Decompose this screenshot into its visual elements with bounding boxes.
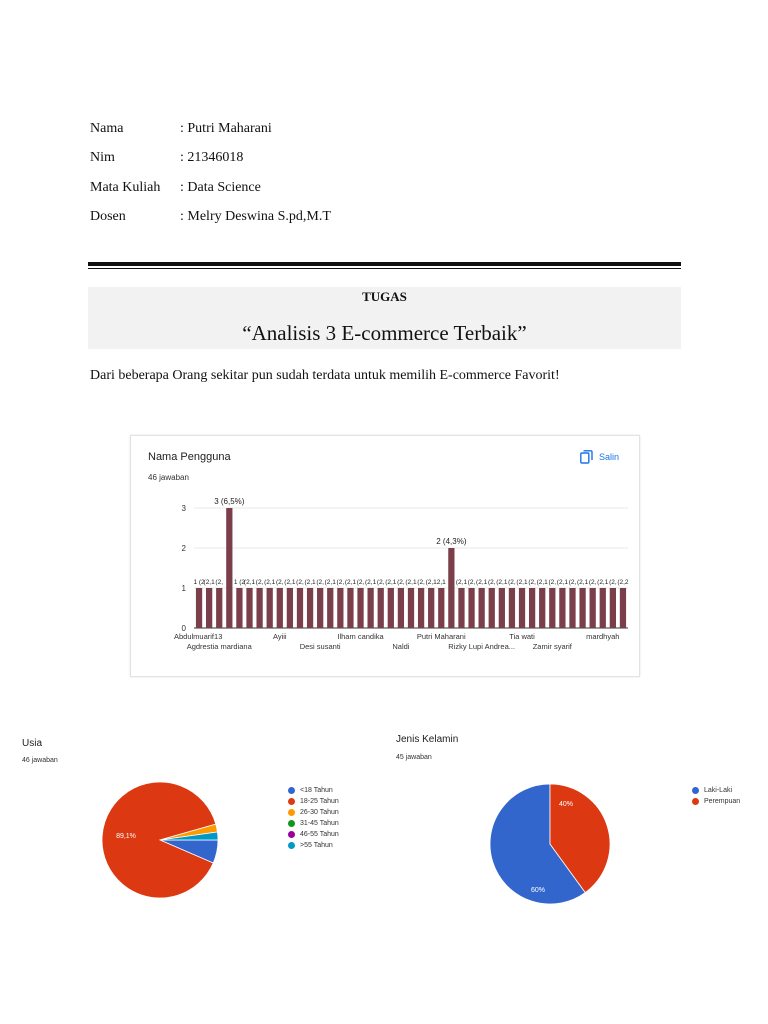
slice-label: 89,1%: [116, 833, 136, 840]
age-chart-title: Usia: [22, 738, 43, 749]
legend-label: >55 Tahun: [300, 842, 333, 849]
task-label: TUGAS: [362, 289, 407, 304]
data-label: 2,1: [436, 579, 446, 586]
slice-label: 60%: [530, 887, 546, 894]
bar: [600, 588, 606, 628]
bar: [297, 588, 303, 628]
bar: [337, 588, 343, 628]
bar: [458, 588, 464, 628]
data-label: (2,: [508, 579, 516, 586]
bar: [357, 588, 363, 628]
x-tick-label: Putri Maharani: [416, 632, 466, 641]
legend-swatch: [288, 809, 295, 816]
legend-label: 46-55 Tahun: [300, 831, 339, 838]
bar: [277, 588, 283, 628]
x-tick-label: Tia wati: [509, 632, 535, 641]
data-label: (2,1: [425, 579, 437, 586]
data-label: (2,1: [556, 579, 568, 586]
identity-label: Nama: [90, 121, 124, 136]
bar-chart-title: Nama Pengguna: [148, 451, 231, 463]
x-tick-label: Abdulmuarif13: [174, 632, 223, 641]
data-label: (2,: [417, 579, 425, 586]
bar: [206, 588, 212, 628]
data-label: (2,1: [324, 579, 336, 586]
bar: [590, 588, 596, 628]
data-label: (2,: [528, 579, 536, 586]
data-label: (2,1: [264, 579, 276, 586]
slice-label: 40%: [558, 801, 574, 808]
legend-swatch: [288, 831, 295, 838]
data-label: (2,1: [365, 579, 377, 586]
data-label: 1 (2: [193, 579, 205, 586]
legend-swatch: [288, 798, 295, 805]
legend-item: [288, 807, 339, 818]
data-label: (2,: [296, 579, 304, 586]
gender-pie-chart: [488, 782, 612, 906]
data-label: (2,1: [536, 579, 548, 586]
bar: [216, 588, 222, 628]
bar: [418, 588, 424, 628]
divider-thin: [88, 268, 681, 269]
data-label: (2,1: [243, 579, 256, 586]
x-tick-label: Ilham candika: [337, 632, 384, 641]
bar-chart-response-count: 46 jawaban: [148, 473, 189, 482]
intro-text: Dari beberapa Orang sekitar pun sudah terdata untuk memilih E-commerce Favorit!: [90, 368, 560, 383]
x-tick-label: mardhyah: [586, 632, 620, 641]
legend-item: [288, 818, 339, 829]
data-label: (2,1: [496, 579, 508, 586]
legend-item: [288, 785, 339, 796]
legend-label: 31-45 Tahun: [300, 820, 339, 827]
bar: [610, 588, 616, 628]
identity-value: : 21346018: [180, 150, 244, 165]
bar: [347, 588, 353, 628]
identity-label: Nim: [90, 150, 115, 165]
bar: [317, 588, 323, 628]
legend-item: [288, 840, 339, 851]
bar: [307, 588, 313, 628]
legend-swatch: [288, 787, 295, 794]
data-label: (2,1: [405, 579, 417, 586]
data-label: (2,: [376, 579, 385, 586]
bar: [267, 588, 273, 628]
identity-label: Dosen: [90, 209, 126, 224]
bar: [428, 588, 434, 628]
legend-swatch: [288, 820, 295, 827]
bar: [378, 588, 384, 628]
legend-item: [288, 829, 339, 840]
copy-button[interactable]: [580, 450, 619, 464]
identity-label: Mata Kuliah: [90, 180, 161, 195]
y-tick-label: 1: [181, 584, 186, 593]
legend-label: 18-25 Tahun: [300, 798, 339, 805]
divider-thick: [88, 262, 681, 266]
legend-swatch: [692, 787, 699, 794]
data-label: 3 (6,5%): [214, 497, 245, 506]
bar: [559, 588, 565, 628]
legend-label: 26-30 Tahun: [300, 809, 339, 816]
y-tick-label: 0: [181, 624, 186, 633]
bar: [408, 588, 414, 628]
bar: [539, 588, 545, 628]
bar: [246, 588, 252, 628]
legend-swatch: [692, 798, 699, 805]
x-tick-label: Zamir syarif: [532, 642, 572, 651]
bar: [398, 588, 404, 628]
bar: [579, 588, 585, 628]
identity-value: : Putri Maharani: [180, 121, 272, 136]
gender-chart-response-count: 45 jawaban: [396, 754, 432, 761]
bar: [519, 588, 525, 628]
x-tick-label: Desi susanti: [299, 642, 341, 651]
legend-label: Perempuan: [704, 798, 741, 805]
legend-swatch: [288, 842, 295, 849]
age-chart-response-count: 46 jawaban: [22, 757, 58, 764]
data-label: (2,2: [617, 579, 629, 586]
data-label: (2,: [316, 579, 324, 586]
bar: [468, 588, 474, 628]
bar-chart-card: [130, 435, 640, 677]
data-label: (2,1: [516, 579, 528, 586]
bar: [256, 588, 262, 628]
bar: [448, 548, 454, 628]
bar: [287, 588, 293, 628]
data-label: (2,1: [385, 579, 397, 586]
legend-item: [692, 785, 740, 796]
age-legend: [288, 785, 339, 851]
bar: [479, 588, 485, 628]
gender-legend: [692, 785, 740, 807]
data-label: (2,: [275, 579, 284, 586]
data-label: (2,1: [203, 579, 215, 586]
data-label: (2,: [487, 579, 496, 586]
data-label: (2,: [255, 579, 264, 586]
data-label: (2,: [215, 579, 224, 586]
bar: [569, 588, 575, 628]
bar: [620, 588, 626, 628]
age-pie-chart: [100, 780, 220, 900]
bar: [226, 508, 232, 628]
legend-label: Laki-Laki: [704, 787, 733, 794]
legend-label: <18 Tahun: [300, 787, 333, 794]
bar: [499, 588, 505, 628]
bar: [236, 588, 242, 628]
bar: [367, 588, 373, 628]
data-label: (2,1: [455, 579, 468, 586]
legend-item: [288, 796, 339, 807]
bar-chart-plot: [131, 491, 639, 671]
data-label: (2,: [336, 579, 345, 586]
x-tick-label: Naldi: [392, 642, 410, 651]
bar: [529, 588, 535, 628]
data-label: (2,1: [597, 579, 609, 586]
bar: [489, 588, 495, 628]
data-label: (2,: [568, 579, 577, 586]
title-banner: [88, 287, 681, 349]
copy-button-label: Salin: [598, 452, 619, 462]
identity-value: : Melry Deswina S.pd,M.T: [180, 209, 331, 224]
bar: [549, 588, 555, 628]
copy-icon: [580, 450, 593, 464]
x-tick-label: Agdrestia mardiana: [186, 642, 252, 651]
data-label: (2,: [356, 579, 365, 586]
bar: [388, 588, 394, 628]
bar: [509, 588, 515, 628]
data-label: (2,1: [576, 579, 589, 586]
data-label: (2,: [609, 579, 617, 586]
data-label: (2,: [588, 579, 597, 586]
data-label: 2 (4,3%): [436, 537, 467, 546]
document-title: “Analisis 3 E-commerce Terbaik”: [242, 321, 527, 345]
data-label: (2,: [467, 579, 476, 586]
bar: [196, 588, 202, 628]
y-tick-label: 3: [181, 504, 186, 513]
x-tick-label: Ayiii: [272, 632, 287, 641]
data-label: (2,1: [284, 579, 296, 586]
bar: [327, 588, 333, 628]
bar: [438, 588, 444, 628]
data-label: (2,1: [476, 579, 488, 586]
data-label: (2,: [397, 579, 405, 586]
gender-chart-title: Jenis Kelamin: [396, 734, 459, 745]
data-label: 1 (2: [233, 579, 246, 586]
data-label: (2,: [548, 579, 557, 586]
data-label: (2,1: [344, 579, 357, 586]
data-label: (2,1: [304, 579, 316, 586]
identity-value: : Data Science: [180, 180, 261, 195]
legend-item: [692, 796, 740, 807]
y-tick-label: 2: [181, 544, 186, 553]
x-tick-label: Rizky Lupi Andrea...: [448, 642, 516, 651]
